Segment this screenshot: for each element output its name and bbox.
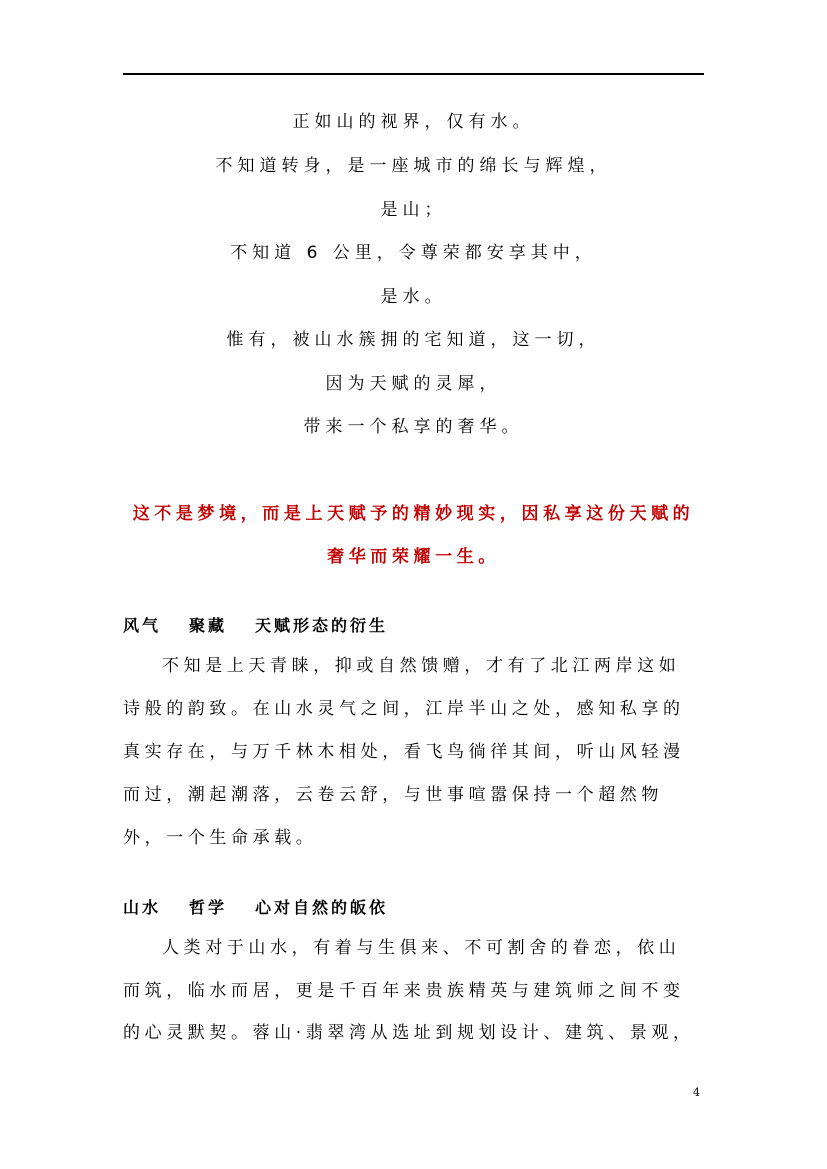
verse-line: 带来一个私享的奢华。: [303, 417, 524, 437]
verse-line: 不知道 6 公里，令尊荣都安享其中，: [230, 243, 597, 263]
heading-part: 山水: [123, 898, 162, 917]
heading-part: 风气: [123, 616, 162, 635]
verse-line: 不知道转身，是一座城市的绵长与辉煌，: [215, 156, 612, 176]
heading-part: 哲学: [189, 898, 228, 917]
heading-part: 心对自然的皈依: [255, 898, 389, 917]
paragraph-line: 而过，潮起潮落，云卷云舒，与世事喧嚣保持一个超然物: [123, 785, 663, 805]
section-heading: [123, 615, 388, 637]
paragraph-line: 而筑，临水而居，更是千百年来贵族精英与建筑师之间不变: [123, 981, 685, 1001]
paragraph-line: 的心灵默契。蓉山·翡翠湾从选址到规划设计、建筑、景观，: [123, 1023, 695, 1043]
heading-part: 天赋形态的衍生: [255, 616, 389, 635]
paragraph-line: 人类对于山水，有着与生俱来、不可割舍的眷恋，依山: [162, 938, 681, 958]
section-heading: [123, 897, 388, 919]
paragraph-line: 真实存在，与万千林木相处，看飞鸟徜徉其间，听山风轻漫: [123, 742, 685, 762]
heading-part: 聚藏: [189, 616, 228, 635]
verse-line: 是水。: [380, 287, 447, 307]
header-rule: [123, 73, 704, 75]
paragraph-line: 诗般的韵致。在山水灵气之间，江岸半山之处，感知私享的: [123, 699, 685, 719]
verse-line: 惟有，被山水簇拥的宅知道，这一切，: [226, 330, 601, 350]
verse-line: 正如山的视界，仅有水。: [292, 112, 535, 132]
paragraph-line: 不知是上天青睐，抑或自然馈赠，才有了北江两岸这如: [162, 656, 681, 676]
tagline-line: 这不是梦境，而是上天赋予的精妙现实，因私享这份天赋的: [132, 504, 695, 524]
verse-line: 是山；: [380, 200, 447, 220]
verse-line: 因为天赋的灵犀，: [325, 374, 502, 394]
paragraph-line: 外，一个生命承载。: [123, 828, 318, 848]
page-number: 4: [693, 1086, 700, 1099]
tagline-line: 奢华而荣耀一生。: [327, 547, 500, 567]
